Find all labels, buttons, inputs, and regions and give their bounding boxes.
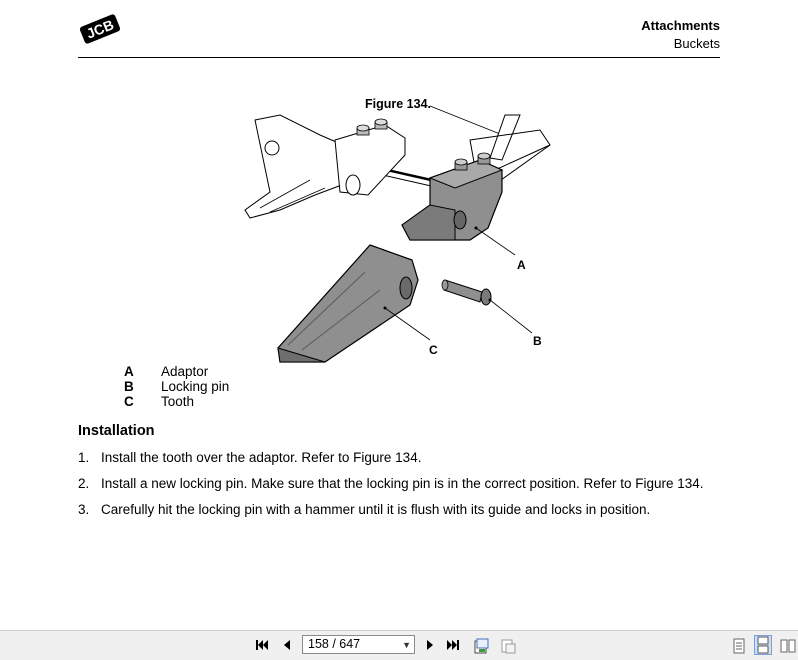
figure-title: Figure 134. [365,97,431,111]
step-item [78,450,704,476]
legend-label: Tooth [161,394,195,409]
page-number-select[interactable] [302,635,415,654]
jcb-logo [78,12,122,46]
header-title: Attachments [641,18,720,33]
step-text: Install the tooth over the adaptor. Refer to Figure 134. [101,450,422,465]
callout-a: A [517,258,526,272]
step-text: Install a new locking pin. Make sure that the locking pin is in the correct position. Refer to Figure 134. [101,476,704,491]
facing-view-icon[interactable] [780,638,794,652]
step-item [78,502,704,528]
viewer-toolbar [0,630,798,660]
continuous-view-icon[interactable] [754,635,772,655]
single-page-view-icon[interactable] [732,638,746,652]
step-text: Carefully hit the locking pin with a hammer until it is flush with its guide and locks in position. [101,502,651,517]
prev-page-icon[interactable] [280,638,294,652]
header-subtitle: Buckets [673,36,720,51]
header-divider [78,57,720,58]
callout-b: B [533,334,542,348]
step-number: 3. [78,502,90,517]
step-number: 2. [78,476,90,491]
page-indicator: 158 / 647 [308,637,361,651]
print-preview-icon[interactable] [500,638,514,652]
next-page-icon[interactable] [423,638,437,652]
legend-label: Locking pin [161,379,230,394]
export-icon[interactable] [474,638,488,652]
figure-134-illustration [240,100,570,365]
installation-steps [78,450,704,528]
step-number: 1. [78,450,90,465]
step-item [78,476,704,502]
legend-item [124,394,229,409]
legend-item [124,379,229,394]
callout-c: C [429,343,438,357]
dropdown-arrow-icon: ▼ [402,640,411,650]
legend-key: A [124,364,134,379]
figure-legend [124,364,229,409]
legend-label: Adaptor [161,364,209,379]
last-page-icon[interactable] [446,638,460,652]
first-page-icon[interactable] [255,638,269,652]
legend-item [124,364,229,379]
section-title: Installation [78,423,155,439]
legend-key: B [124,379,134,394]
legend-key: C [124,394,134,409]
svg-text:JCB: JCB [84,16,116,42]
